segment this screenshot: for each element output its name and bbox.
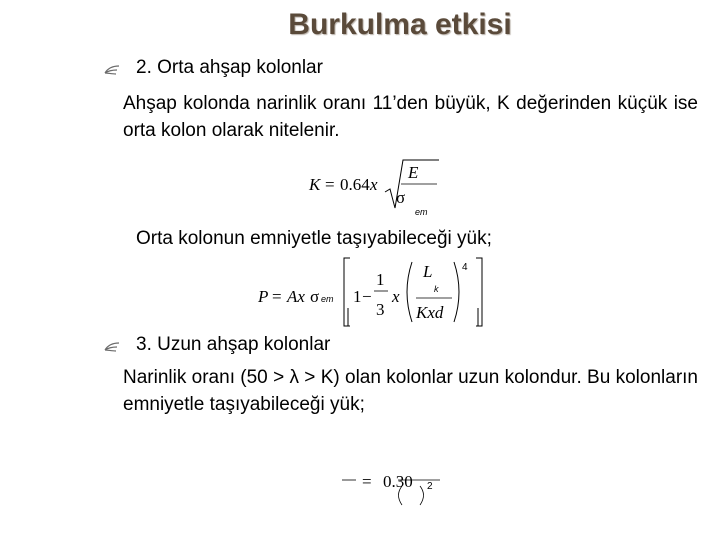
formula-long-sub: 2 — [427, 481, 433, 492]
formula-p-sigma-sub: em — [321, 294, 334, 304]
bullet-icon — [103, 340, 121, 354]
paragraph-medium-columns: Ahşap kolonda narinlik oranı 11’den büyük, K değerinden küçük ise orta kolon olarak nitelenir. — [123, 93, 698, 141]
formula-p-ax: Ax — [287, 287, 305, 306]
bullet-icon — [103, 63, 121, 77]
formula-p-sigma: σ — [310, 287, 320, 306]
formula-p-frac-numerator: 1 — [376, 270, 385, 289]
section-heading-medium-columns: 2. Orta ahşap kolonlar — [136, 57, 323, 78]
formula-p-inner-denominator: Kxd — [416, 303, 444, 322]
formula-p-inner-numerator: L — [423, 262, 433, 281]
formula-k-denominator: σ — [396, 188, 406, 207]
section-heading-long-columns: 3. Uzun ahşap kolonlar — [136, 334, 331, 355]
formula-p-inner-sub: k — [434, 284, 439, 294]
formula-p-lhs: P — [258, 287, 269, 306]
formula-k-coef: 0.64 — [340, 175, 370, 194]
formula-p-one: 1 — [353, 287, 362, 306]
paragraph-long-columns: Narinlik oranı (50 > λ > K) olan kolonlar uzun kolondur. Bu kolonların emniyetle taşıyabileceği yük; — [123, 367, 698, 415]
formula-long-eq: = — [362, 472, 372, 491]
formula-p-minus: − — [362, 287, 372, 306]
formula-p-frac-denominator: 3 — [376, 300, 385, 319]
formula-k-denominator-sub: em — [415, 207, 428, 217]
formula-k-numerator: E — [408, 163, 419, 182]
page-title: Burkulma etkisi — [288, 8, 512, 41]
formula-k-eq: = — [325, 175, 335, 194]
formula-k-var: x — [370, 175, 378, 194]
formula-p-power: 4 — [462, 262, 468, 273]
formula-k-lhs: K — [309, 175, 321, 194]
formula-long-value: 0.30 — [383, 472, 413, 491]
formula-p-eq: = — [272, 287, 282, 306]
load-text-medium: Orta kolonun emniyetle taşıyabileceği yük; — [136, 228, 492, 249]
formula-p-x: x — [392, 287, 400, 306]
